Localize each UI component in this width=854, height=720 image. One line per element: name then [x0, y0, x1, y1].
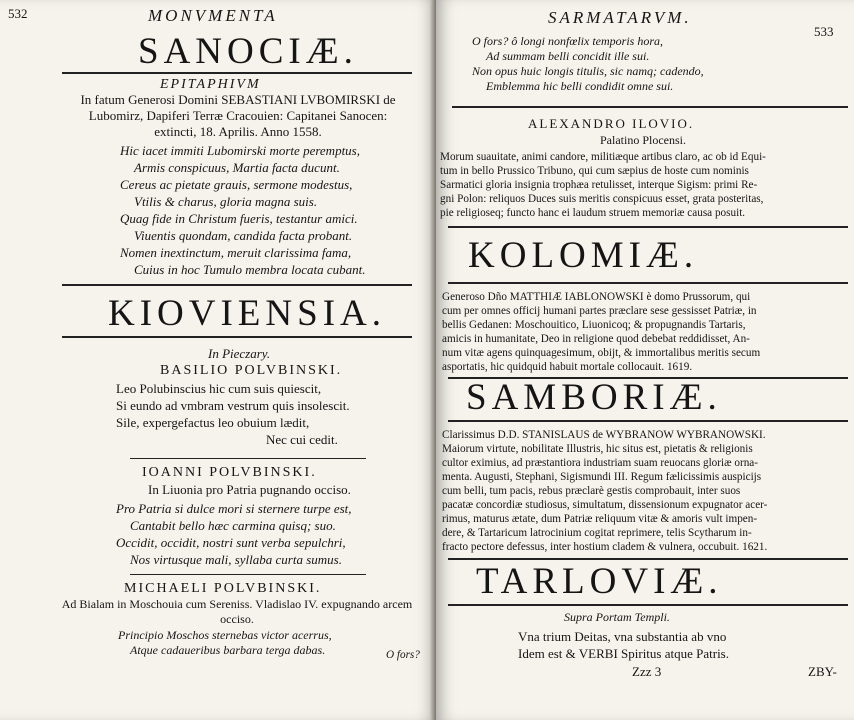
ilovio-text	[440, 150, 766, 220]
michaeli-intro	[50, 597, 424, 627]
epitaph-verse	[120, 142, 365, 278]
ioanni-title: IOANNI POLVBINSKI.	[142, 465, 317, 480]
text-line: Generoso Dño MATTHIÆ IABLONOWSKI è domo Prussorum, qui	[442, 291, 751, 303]
sanocia-heading: SANOCIÆ.	[138, 31, 358, 72]
verse-line: Cantabit bello hæc carmina quisq; suo.	[130, 518, 336, 533]
michaeli-title: MICHAELI POLVBINSKI.	[124, 581, 322, 596]
verse-line: O fors? ô longi nonfœlix temporis hora,	[472, 34, 664, 48]
verse-line: Pro Patria si dulce mori si sternere turpe est,	[116, 501, 352, 516]
verse-line: Hic iacet immiti Lubomirski morte peremptus,	[120, 143, 360, 158]
text-line: Sarmatici gloria insignia trophæa retulisset, interque Sigism: primi Re-	[440, 179, 758, 191]
michaeli-intro-line: Ad Bialam in Moschouia cum Sereniss. Vladislao IV. expugnando arcem	[61, 597, 413, 611]
right-page-number: 533	[814, 24, 834, 39]
divider	[62, 284, 412, 286]
verse-line: Occidit, occidit, nostri sunt verba sepulchri,	[116, 535, 346, 550]
divider	[130, 458, 366, 459]
verse-line: Nos virtusque mali, syllaba curta sumus.	[130, 552, 342, 567]
epitaph-intro-line: extincti, 18. Aprilis. Anno 1558.	[154, 124, 322, 139]
basilio-title: BASILIO POLVBINSKI.	[160, 363, 343, 378]
text-line: pie religioseq; functo hanc ei laudum struem memoriæ causa posuit.	[440, 207, 746, 219]
verse-line: Quag fide in Christum fueris, testantur amici.	[120, 211, 358, 226]
epitaph-title: EPITAPHIVM	[160, 77, 261, 92]
epitaph-intro	[60, 92, 416, 140]
text-line: Clarissimus D.D. STANISLAUS de WYBRANOW WYBRANOWSKI.	[442, 429, 766, 441]
kolomia-text	[442, 290, 760, 374]
verse-line: Cuius in hoc Tumulo membra locata cubant.	[134, 262, 366, 277]
ioanni-intro: In Liuonia pro Patria pugnando occiso.	[148, 482, 351, 497]
verse-line: Si eundo ad vmbram vestrum quis insolescit.	[116, 398, 350, 413]
divider	[130, 574, 366, 575]
basilio-verse	[116, 380, 350, 448]
verse-line: Sile, expergefactus leo obuium lædit,	[116, 415, 310, 430]
text-line: Morum suauitate, animi candore, militiæque artibus claro, ac ob id Equi-	[440, 151, 766, 163]
verse-line: Armis conspicuus, Martia facta ducunt.	[134, 160, 340, 175]
right-running-head: SARMATARVM.	[548, 8, 692, 27]
divider	[448, 420, 848, 422]
pieczary-label: In Pieczary.	[208, 346, 271, 361]
divider	[448, 604, 848, 606]
verse-line: Emblemma hic belli condidit omne sui.	[486, 79, 674, 93]
verse-line: Vtilis & charus, gloria magna suis.	[134, 194, 318, 209]
text-line: gni Polon: reliquos Duces suis meritis conspicuus esset, grata posteritas,	[440, 193, 764, 205]
kolomia-heading: KOLOMIÆ.	[468, 235, 699, 276]
text-line: amicis in humanitate, Deo in religione quod debebat reddidisset, An-	[442, 333, 750, 345]
verse-line: Idem est & VERBI Spiritus atque Patris.	[518, 646, 729, 661]
signature-mark: Zzz 3	[632, 664, 662, 679]
verse-line: Viuentis quondam, candida facta probant.	[134, 228, 353, 243]
tarlovia-heading: TARLOVIÆ.	[476, 561, 723, 602]
michaeli-verse	[118, 628, 332, 658]
tarlovia-subtitle: Supra Portam Templi.	[564, 610, 670, 624]
divider	[452, 106, 848, 108]
samboria-text	[442, 428, 767, 554]
text-line: cum belli, tum pacis, rebus præclarè gestis comprobauit, inter suos	[442, 485, 741, 497]
text-line: fracto pectore defessus, inter hostium cladem & vulnera, occubuit. 1621.	[442, 541, 768, 553]
epitaph-intro-line: Lubomirz, Dapiferi Terræ Cracouien: Capitanei Sanocen:	[88, 108, 388, 123]
michaeli-intro-line: occiso.	[220, 612, 254, 626]
verse-top	[472, 34, 704, 94]
ilovio-subtitle: Palatino Plocensi.	[600, 133, 686, 147]
text-line: cultor eximius, ad præstantiora industriam suam reuocans gloriæ orna-	[442, 457, 758, 469]
text-line: menta. Augusti, Stephani, Sigismundi III. Regum fælicissimis auspicijs	[442, 471, 762, 483]
divider	[448, 282, 848, 284]
right-page	[436, 0, 854, 720]
kioviensia-heading: KIOVIENSIA.	[108, 293, 386, 334]
verse-line: Non opus huic longis titulis, sic namq; cadendo,	[472, 64, 704, 78]
left-page-number: 532	[8, 6, 28, 21]
ilovio-title: ALEXANDRO ILOVIO.	[528, 116, 695, 131]
text-line: tum in bello Prussico Tribuno, qui cum sæpius de hoste cum nominis	[440, 165, 749, 177]
text-line: asportatis, hic quidquid habuit mortale collocauit. 1619.	[442, 361, 693, 373]
epitaph-intro-line: In fatum Generosi Domini SEBASTIANI LVBOMIRSKI de	[80, 92, 396, 107]
text-line: cum per omnes officij humani partes præclare sese gessisset Patriæ, in	[442, 305, 757, 317]
text-line: rimus, maturus ætate, dum Patriæ reliquum vitæ & amoris vult impen-	[442, 513, 758, 525]
verse-line: Principio Moschos sternebas victor acerrus,	[118, 628, 332, 642]
text-line: bellis Gedanen: Moschouitico, Liuonicoq; & propugnandis Tartaris,	[442, 319, 746, 331]
verse-line: Nomen inextinctum, meruit clarissima fama,	[120, 245, 352, 260]
verse-line: Vna trium Deitas, vna substantia ab vno	[518, 629, 727, 644]
verse-line: Cereus ac pietate grauis, sermone modestus,	[120, 177, 353, 192]
verse-line: Ad summam belli concidit ille sui.	[486, 49, 650, 63]
text-line: num vitæ agens quinquagesimum, obijt, & immortalibus meritis secum	[442, 347, 761, 359]
left-catchword: O fors?	[386, 649, 420, 661]
divider	[62, 336, 412, 338]
right-catchword: ZBY-	[808, 664, 837, 679]
text-line: pacatæ concordiæ studiosus, simultatum, dissensionum expugnator acer-	[442, 499, 768, 511]
samboria-heading: SAMBORIÆ.	[466, 377, 722, 418]
verse-line: Nec cui cedit.	[266, 432, 338, 447]
ioanni-verse	[116, 500, 352, 568]
divider	[448, 226, 848, 228]
tarlovia-verse	[518, 628, 729, 662]
text-line: Maiorum virtute, nobilitate Illustris, hic situs est, pietatis & religionis	[442, 443, 753, 455]
text-line: dere, & Tartaricum latrocinium cogitat reprimere, telis Scytharum in-	[442, 527, 752, 539]
divider	[62, 72, 412, 74]
verse-line: Atque cadaueribus barbara terga dabas.	[130, 643, 326, 657]
left-running-head: MONVMENTA	[148, 6, 278, 25]
verse-line: Leo Polubinscius hic cum suis quiescit,	[116, 381, 322, 396]
